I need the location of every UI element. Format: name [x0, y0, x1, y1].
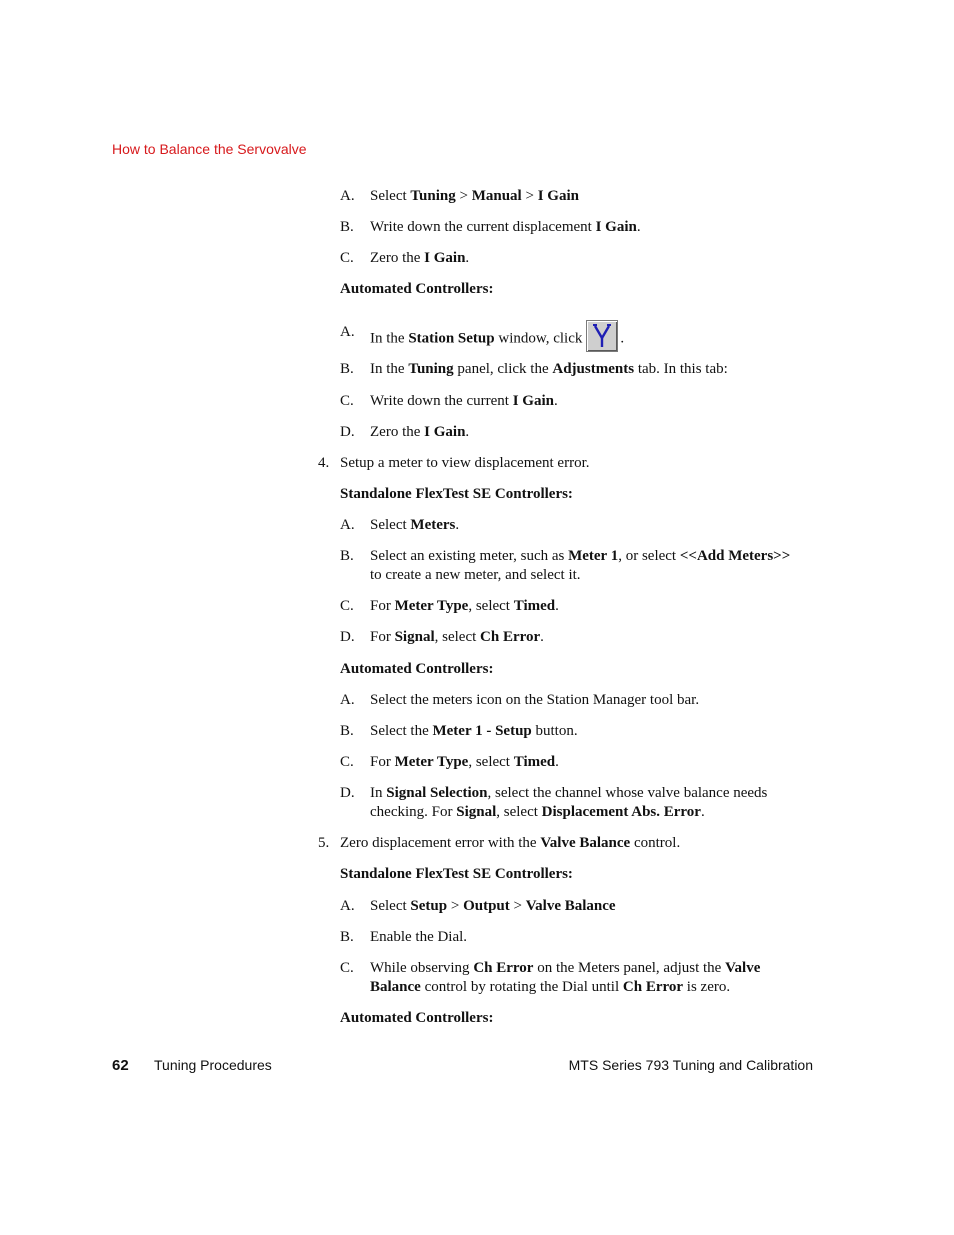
- subheading-automated-controllers: Automated Controllers:: [340, 661, 494, 677]
- footer-book-title: MTS Series 793 Tuning and Calibration: [568, 1057, 813, 1073]
- subheading-automated-controllers: Automated Controllers:: [340, 1010, 494, 1026]
- subheading-standalone: Standalone FlexTest SE Controllers:: [340, 866, 573, 882]
- tuning-fork-icon[interactable]: [586, 320, 618, 352]
- footer-chapter-title: Tuning Procedures: [154, 1057, 272, 1073]
- subheading-standalone: Standalone FlexTest SE Controllers:: [340, 486, 573, 502]
- page-number: 62: [112, 1057, 129, 1074]
- subheading-automated-controllers: Automated Controllers:: [340, 281, 494, 297]
- running-head-section-title: How to Balance the Servovalve: [112, 141, 307, 157]
